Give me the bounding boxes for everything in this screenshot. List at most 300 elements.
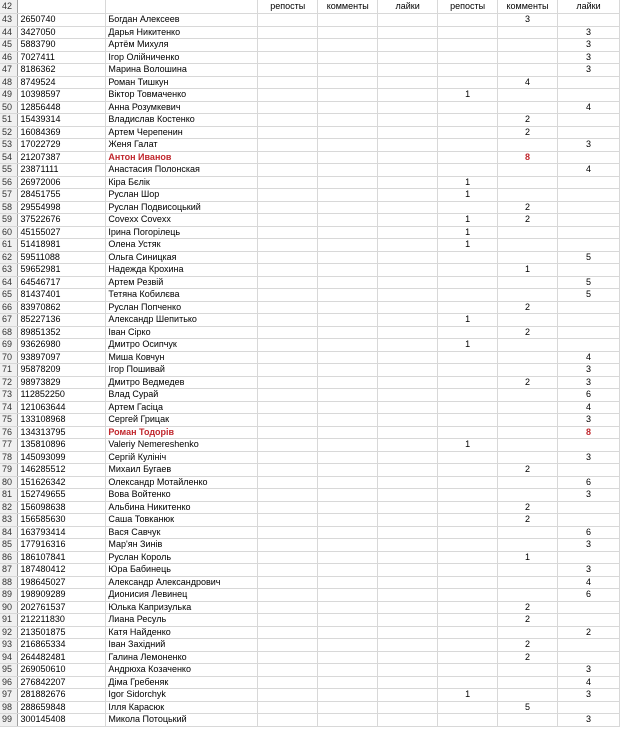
- count-cell[interactable]: [318, 539, 378, 552]
- count-cell[interactable]: [378, 26, 438, 39]
- count-cell[interactable]: [378, 501, 438, 514]
- user-name-cell[interactable]: Анна Розумкевич: [106, 101, 258, 114]
- user-id-cell[interactable]: 45155027: [18, 226, 106, 239]
- count-cell[interactable]: 5: [498, 701, 558, 714]
- row-number[interactable]: 82: [0, 501, 18, 514]
- count-cell[interactable]: [258, 676, 318, 689]
- count-cell[interactable]: [378, 676, 438, 689]
- count-cell[interactable]: [258, 64, 318, 77]
- count-cell[interactable]: 3: [558, 39, 620, 52]
- count-cell[interactable]: 6: [558, 589, 620, 602]
- count-cell[interactable]: [318, 314, 378, 327]
- count-cell[interactable]: [558, 339, 620, 352]
- user-name-cell[interactable]: Руслан Шор: [106, 189, 258, 202]
- count-cell[interactable]: [558, 326, 620, 339]
- count-cell[interactable]: [318, 714, 378, 727]
- count-cell[interactable]: [318, 464, 378, 477]
- count-cell[interactable]: [378, 589, 438, 602]
- row-number[interactable]: 71: [0, 364, 18, 377]
- count-cell[interactable]: [318, 326, 378, 339]
- count-cell[interactable]: [378, 514, 438, 527]
- user-id-cell[interactable]: 3427050: [18, 26, 106, 39]
- count-cell[interactable]: [498, 401, 558, 414]
- count-cell[interactable]: [558, 639, 620, 652]
- count-cell[interactable]: [498, 89, 558, 102]
- count-cell[interactable]: [258, 564, 318, 577]
- count-cell[interactable]: [498, 289, 558, 302]
- count-cell[interactable]: 2: [498, 326, 558, 339]
- count-cell[interactable]: [258, 14, 318, 27]
- count-cell[interactable]: [318, 564, 378, 577]
- count-cell[interactable]: [558, 601, 620, 614]
- count-cell[interactable]: [258, 351, 318, 364]
- column-header-likes-1[interactable]: лайки: [378, 0, 438, 14]
- user-id-cell[interactable]: 8186362: [18, 64, 106, 77]
- count-cell[interactable]: 2: [498, 464, 558, 477]
- count-cell[interactable]: [498, 164, 558, 177]
- user-id-cell[interactable]: 16084369: [18, 126, 106, 139]
- count-cell[interactable]: [438, 76, 498, 89]
- count-cell[interactable]: [378, 51, 438, 64]
- user-name-cell[interactable]: Тетяна Кобилєва: [106, 289, 258, 302]
- count-cell[interactable]: [378, 164, 438, 177]
- count-cell[interactable]: [558, 201, 620, 214]
- count-cell[interactable]: [378, 301, 438, 314]
- count-cell[interactable]: [438, 589, 498, 602]
- count-cell[interactable]: 3: [558, 664, 620, 677]
- count-cell[interactable]: [558, 439, 620, 452]
- count-cell[interactable]: [258, 601, 318, 614]
- count-cell[interactable]: [318, 14, 378, 27]
- user-id-cell[interactable]: 89851352: [18, 326, 106, 339]
- user-name-cell[interactable]: Антон Иванов: [106, 151, 258, 164]
- count-cell[interactable]: [318, 51, 378, 64]
- count-cell[interactable]: [318, 289, 378, 302]
- user-name-cell[interactable]: Лиана Ресуль: [106, 614, 258, 627]
- count-cell[interactable]: [438, 201, 498, 214]
- count-cell[interactable]: 2: [498, 214, 558, 227]
- row-number[interactable]: 46: [0, 51, 18, 64]
- count-cell[interactable]: [558, 226, 620, 239]
- count-cell[interactable]: [318, 189, 378, 202]
- count-cell[interactable]: [258, 401, 318, 414]
- row-number[interactable]: 45: [0, 39, 18, 52]
- count-cell[interactable]: [318, 126, 378, 139]
- count-cell[interactable]: [318, 401, 378, 414]
- row-number[interactable]: 74: [0, 401, 18, 414]
- user-name-cell[interactable]: Іван Сірко: [106, 326, 258, 339]
- count-cell[interactable]: [258, 501, 318, 514]
- count-cell[interactable]: [558, 114, 620, 127]
- count-cell[interactable]: 2: [558, 626, 620, 639]
- count-cell[interactable]: [438, 651, 498, 664]
- count-cell[interactable]: 1: [498, 264, 558, 277]
- count-cell[interactable]: [258, 376, 318, 389]
- count-cell[interactable]: [318, 451, 378, 464]
- count-cell[interactable]: [498, 26, 558, 39]
- count-cell[interactable]: [498, 364, 558, 377]
- count-cell[interactable]: [558, 176, 620, 189]
- count-cell[interactable]: [378, 289, 438, 302]
- count-cell[interactable]: [438, 426, 498, 439]
- count-cell[interactable]: [258, 126, 318, 139]
- count-cell[interactable]: [318, 239, 378, 252]
- count-cell[interactable]: [438, 576, 498, 589]
- count-cell[interactable]: [558, 701, 620, 714]
- count-cell[interactable]: [258, 714, 318, 727]
- count-cell[interactable]: 8: [558, 426, 620, 439]
- count-cell[interactable]: [438, 276, 498, 289]
- row-number[interactable]: 55: [0, 164, 18, 177]
- row-number[interactable]: 73: [0, 389, 18, 402]
- user-id-cell[interactable]: 59652981: [18, 264, 106, 277]
- count-cell[interactable]: [558, 151, 620, 164]
- count-cell[interactable]: [438, 301, 498, 314]
- count-cell[interactable]: 3: [498, 14, 558, 27]
- user-id-cell[interactable]: 276842207: [18, 676, 106, 689]
- row-number[interactable]: 52: [0, 126, 18, 139]
- user-id-cell[interactable]: 198909289: [18, 589, 106, 602]
- count-cell[interactable]: [378, 226, 438, 239]
- user-name-cell[interactable]: Дмитро Ведмедев: [106, 376, 258, 389]
- count-cell[interactable]: [498, 689, 558, 702]
- count-cell[interactable]: [318, 514, 378, 527]
- count-cell[interactable]: [258, 89, 318, 102]
- count-cell[interactable]: [498, 489, 558, 502]
- count-cell[interactable]: [438, 351, 498, 364]
- user-id-cell[interactable]: 186107841: [18, 551, 106, 564]
- count-cell[interactable]: 2: [498, 501, 558, 514]
- user-name-cell[interactable]: Дионисия Левинец: [106, 589, 258, 602]
- count-cell[interactable]: [438, 539, 498, 552]
- user-name-cell[interactable]: Олександр Мотайленко: [106, 476, 258, 489]
- user-name-cell[interactable]: Олена Устяк: [106, 239, 258, 252]
- user-id-cell[interactable]: 5883790: [18, 39, 106, 52]
- user-id-cell[interactable]: 152749655: [18, 489, 106, 502]
- count-cell[interactable]: [438, 164, 498, 177]
- count-cell[interactable]: [258, 326, 318, 339]
- count-cell[interactable]: [378, 701, 438, 714]
- count-cell[interactable]: 4: [558, 351, 620, 364]
- count-cell[interactable]: [498, 239, 558, 252]
- count-cell[interactable]: [378, 401, 438, 414]
- count-cell[interactable]: [318, 264, 378, 277]
- count-cell[interactable]: 3: [558, 689, 620, 702]
- count-cell[interactable]: [438, 26, 498, 39]
- row-number[interactable]: 87: [0, 564, 18, 577]
- user-name-cell[interactable]: Covexx Covexx: [106, 214, 258, 227]
- count-cell[interactable]: 4: [558, 101, 620, 114]
- row-number[interactable]: 70: [0, 351, 18, 364]
- user-name-cell[interactable]: Михаил Бугаев: [106, 464, 258, 477]
- count-cell[interactable]: [438, 401, 498, 414]
- count-cell[interactable]: [378, 439, 438, 452]
- count-cell[interactable]: [318, 101, 378, 114]
- count-cell[interactable]: [318, 676, 378, 689]
- row-number[interactable]: 94: [0, 651, 18, 664]
- user-name-cell[interactable]: Руслан Подвисоцький: [106, 201, 258, 214]
- count-cell[interactable]: [438, 264, 498, 277]
- count-cell[interactable]: [318, 651, 378, 664]
- count-cell[interactable]: [378, 151, 438, 164]
- count-cell[interactable]: [318, 414, 378, 427]
- count-cell[interactable]: [378, 251, 438, 264]
- user-id-cell[interactable]: 10398597: [18, 89, 106, 102]
- user-id-cell[interactable]: 187480412: [18, 564, 106, 577]
- count-cell[interactable]: [558, 214, 620, 227]
- count-cell[interactable]: 4: [498, 76, 558, 89]
- column-header-comments-1[interactable]: комменты: [318, 0, 378, 14]
- count-cell[interactable]: [498, 539, 558, 552]
- count-cell[interactable]: 1: [438, 239, 498, 252]
- count-cell[interactable]: [258, 514, 318, 527]
- count-cell[interactable]: 4: [558, 164, 620, 177]
- count-cell[interactable]: [378, 326, 438, 339]
- count-cell[interactable]: 2: [498, 651, 558, 664]
- user-name-cell[interactable]: Артём Михуля: [106, 39, 258, 52]
- count-cell[interactable]: [258, 464, 318, 477]
- count-cell[interactable]: [318, 164, 378, 177]
- count-cell[interactable]: [438, 151, 498, 164]
- count-cell[interactable]: 2: [498, 601, 558, 614]
- count-cell[interactable]: 5: [558, 289, 620, 302]
- user-id-cell[interactable]: 281882676: [18, 689, 106, 702]
- user-name-cell[interactable]: Руслан Король: [106, 551, 258, 564]
- row-number[interactable]: 92: [0, 626, 18, 639]
- count-cell[interactable]: [498, 451, 558, 464]
- user-name-cell[interactable]: Віктор Товмаченко: [106, 89, 258, 102]
- user-id-cell[interactable]: 21207387: [18, 151, 106, 164]
- user-id-cell[interactable]: 81437401: [18, 289, 106, 302]
- row-number[interactable]: 68: [0, 326, 18, 339]
- count-cell[interactable]: [378, 464, 438, 477]
- count-cell[interactable]: [378, 651, 438, 664]
- count-cell[interactable]: [438, 289, 498, 302]
- count-cell[interactable]: [498, 351, 558, 364]
- count-cell[interactable]: [258, 689, 318, 702]
- count-cell[interactable]: [318, 76, 378, 89]
- count-cell[interactable]: [498, 389, 558, 402]
- user-name-cell[interactable]: Роман Тишкун: [106, 76, 258, 89]
- count-cell[interactable]: [378, 364, 438, 377]
- count-cell[interactable]: [438, 514, 498, 527]
- user-id-cell[interactable]: 23871111: [18, 164, 106, 177]
- count-cell[interactable]: [258, 289, 318, 302]
- count-cell[interactable]: [498, 439, 558, 452]
- count-cell[interactable]: [378, 476, 438, 489]
- count-cell[interactable]: [438, 139, 498, 152]
- count-cell[interactable]: [318, 426, 378, 439]
- count-cell[interactable]: [438, 326, 498, 339]
- count-cell[interactable]: [558, 501, 620, 514]
- user-id-cell[interactable]: 98973829: [18, 376, 106, 389]
- row-number[interactable]: 44: [0, 26, 18, 39]
- user-id-cell[interactable]: 198645027: [18, 576, 106, 589]
- count-cell[interactable]: [498, 51, 558, 64]
- count-cell[interactable]: [378, 101, 438, 114]
- count-cell[interactable]: [318, 226, 378, 239]
- row-number[interactable]: 53: [0, 139, 18, 152]
- count-cell[interactable]: [558, 239, 620, 252]
- count-cell[interactable]: 3: [558, 414, 620, 427]
- user-name-cell[interactable]: Дмитро Осипчук: [106, 339, 258, 352]
- count-cell[interactable]: [378, 39, 438, 52]
- user-name-cell[interactable]: Роман Тодорів: [106, 426, 258, 439]
- user-name-cell[interactable]: Valeriy Nemereshenko: [106, 439, 258, 452]
- count-cell[interactable]: [378, 526, 438, 539]
- count-cell[interactable]: [258, 276, 318, 289]
- count-cell[interactable]: [318, 526, 378, 539]
- column-header-likes-2[interactable]: лайки: [558, 0, 620, 14]
- user-name-cell[interactable]: Артем Гасіца: [106, 401, 258, 414]
- count-cell[interactable]: [438, 364, 498, 377]
- user-id-cell[interactable]: 59511088: [18, 251, 106, 264]
- count-cell[interactable]: [318, 476, 378, 489]
- user-id-cell[interactable]: 7027411: [18, 51, 106, 64]
- count-cell[interactable]: [438, 501, 498, 514]
- count-cell[interactable]: 1: [438, 89, 498, 102]
- user-id-cell[interactable]: 177916316: [18, 539, 106, 552]
- count-cell[interactable]: 3: [558, 51, 620, 64]
- user-name-cell[interactable]: Кіра Бєлік: [106, 176, 258, 189]
- count-cell[interactable]: [498, 676, 558, 689]
- row-number[interactable]: 61: [0, 239, 18, 252]
- user-id-cell[interactable]: 133108968: [18, 414, 106, 427]
- row-number[interactable]: 62: [0, 251, 18, 264]
- count-cell[interactable]: [318, 489, 378, 502]
- count-cell[interactable]: [258, 114, 318, 127]
- user-name-cell[interactable]: Александр Шепитько: [106, 314, 258, 327]
- count-cell[interactable]: [258, 26, 318, 39]
- user-id-cell[interactable]: 300145408: [18, 714, 106, 727]
- count-cell[interactable]: [498, 714, 558, 727]
- row-number[interactable]: 95: [0, 664, 18, 677]
- count-cell[interactable]: [318, 151, 378, 164]
- count-cell[interactable]: [438, 714, 498, 727]
- count-cell[interactable]: [378, 76, 438, 89]
- count-cell[interactable]: [258, 451, 318, 464]
- count-cell[interactable]: [498, 576, 558, 589]
- count-cell[interactable]: [498, 64, 558, 77]
- row-number[interactable]: 43: [0, 14, 18, 27]
- user-name-cell[interactable]: Сергій Кулініч: [106, 451, 258, 464]
- row-number[interactable]: 47: [0, 64, 18, 77]
- count-cell[interactable]: [258, 539, 318, 552]
- count-cell[interactable]: [558, 89, 620, 102]
- count-cell[interactable]: [258, 39, 318, 52]
- count-cell[interactable]: [558, 551, 620, 564]
- user-id-cell[interactable]: 85227136: [18, 314, 106, 327]
- count-cell[interactable]: [558, 126, 620, 139]
- count-cell[interactable]: [378, 276, 438, 289]
- row-number[interactable]: 58: [0, 201, 18, 214]
- count-cell[interactable]: [258, 251, 318, 264]
- row-number[interactable]: 81: [0, 489, 18, 502]
- user-name-cell[interactable]: Діма Гребеняк: [106, 676, 258, 689]
- count-cell[interactable]: [498, 664, 558, 677]
- row-number[interactable]: 64: [0, 276, 18, 289]
- count-cell[interactable]: [318, 276, 378, 289]
- count-cell[interactable]: [258, 426, 318, 439]
- count-cell[interactable]: 8: [498, 151, 558, 164]
- count-cell[interactable]: [378, 564, 438, 577]
- count-cell[interactable]: [258, 139, 318, 152]
- count-cell[interactable]: [258, 664, 318, 677]
- count-cell[interactable]: 2: [498, 614, 558, 627]
- count-cell[interactable]: [258, 226, 318, 239]
- user-id-cell[interactable]: 26972006: [18, 176, 106, 189]
- count-cell[interactable]: [318, 64, 378, 77]
- count-cell[interactable]: [438, 476, 498, 489]
- user-id-cell[interactable]: 288659848: [18, 701, 106, 714]
- count-cell[interactable]: [498, 39, 558, 52]
- count-cell[interactable]: [318, 639, 378, 652]
- user-id-cell[interactable]: 93897097: [18, 351, 106, 364]
- row-number[interactable]: 84: [0, 526, 18, 539]
- user-id-cell[interactable]: 112852250: [18, 389, 106, 402]
- row-number[interactable]: 69: [0, 339, 18, 352]
- count-cell[interactable]: [498, 139, 558, 152]
- count-cell[interactable]: [258, 51, 318, 64]
- count-cell[interactable]: [318, 39, 378, 52]
- count-cell[interactable]: [378, 576, 438, 589]
- count-cell[interactable]: [498, 314, 558, 327]
- count-cell[interactable]: [258, 489, 318, 502]
- count-cell[interactable]: [438, 451, 498, 464]
- user-name-cell[interactable]: Галина Лемоненко: [106, 651, 258, 664]
- count-cell[interactable]: [258, 414, 318, 427]
- count-cell[interactable]: 2: [498, 514, 558, 527]
- user-id-cell[interactable]: 156585630: [18, 514, 106, 527]
- count-cell[interactable]: [318, 501, 378, 514]
- count-cell[interactable]: [318, 551, 378, 564]
- count-cell[interactable]: [378, 376, 438, 389]
- count-cell[interactable]: 1: [438, 226, 498, 239]
- count-cell[interactable]: 1: [498, 551, 558, 564]
- count-cell[interactable]: 1: [438, 689, 498, 702]
- user-name-cell[interactable]: Владислав Костенко: [106, 114, 258, 127]
- count-cell[interactable]: [378, 114, 438, 127]
- count-cell[interactable]: 6: [558, 526, 620, 539]
- count-cell[interactable]: [258, 189, 318, 202]
- count-cell[interactable]: [438, 51, 498, 64]
- column-header-comments-2[interactable]: комменты: [498, 0, 558, 14]
- count-cell[interactable]: [318, 576, 378, 589]
- count-cell[interactable]: [258, 389, 318, 402]
- user-id-cell[interactable]: 8749524: [18, 76, 106, 89]
- user-name-cell[interactable]: Миша Ковчун: [106, 351, 258, 364]
- count-cell[interactable]: [378, 176, 438, 189]
- user-id-cell[interactable]: 163793414: [18, 526, 106, 539]
- count-cell[interactable]: 3: [558, 714, 620, 727]
- user-id-cell[interactable]: 64546717: [18, 276, 106, 289]
- count-cell[interactable]: [318, 339, 378, 352]
- count-cell[interactable]: [258, 701, 318, 714]
- user-id-cell[interactable]: 51418981: [18, 239, 106, 252]
- count-cell[interactable]: [438, 551, 498, 564]
- user-id-cell[interactable]: 146285512: [18, 464, 106, 477]
- count-cell[interactable]: [258, 589, 318, 602]
- count-cell[interactable]: [258, 626, 318, 639]
- count-cell[interactable]: [498, 526, 558, 539]
- count-cell[interactable]: 1: [438, 176, 498, 189]
- cell[interactable]: [106, 0, 258, 14]
- count-cell[interactable]: 3: [558, 139, 620, 152]
- count-cell[interactable]: [378, 601, 438, 614]
- row-number[interactable]: 49: [0, 89, 18, 102]
- count-cell[interactable]: [378, 689, 438, 702]
- count-cell[interactable]: [378, 189, 438, 202]
